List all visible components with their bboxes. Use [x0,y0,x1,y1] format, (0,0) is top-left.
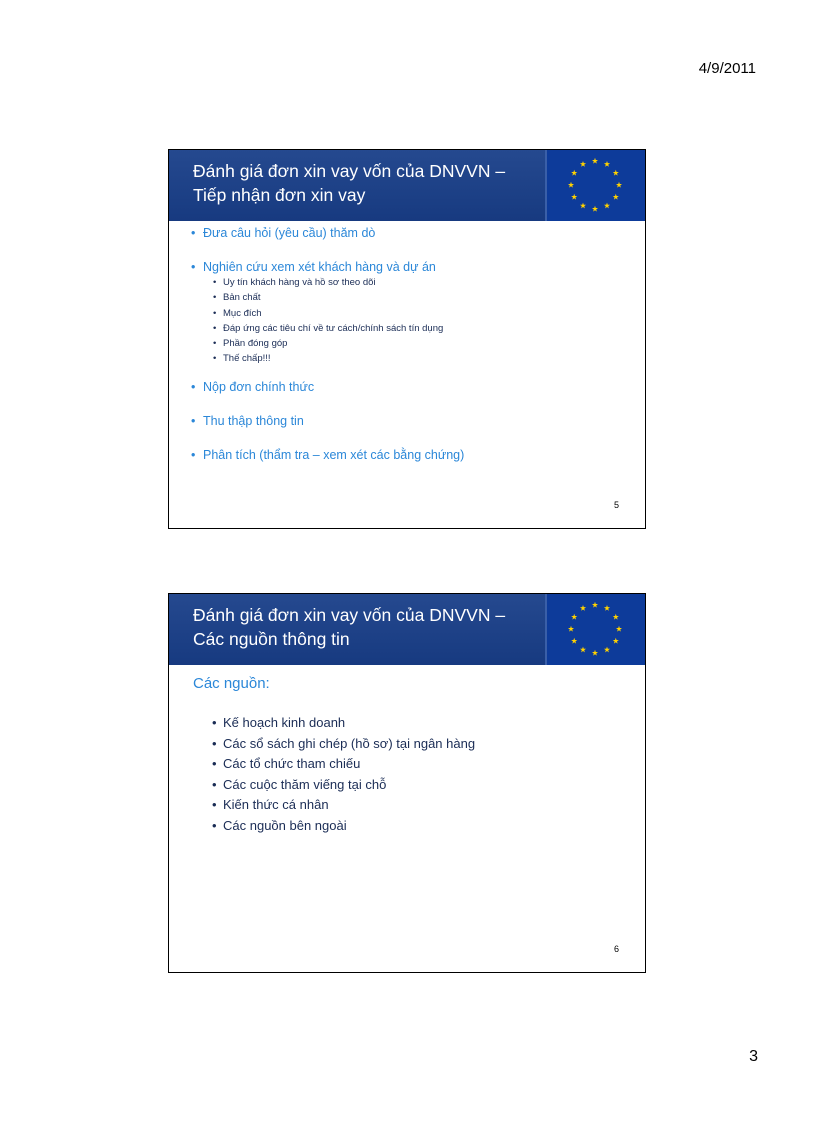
star-icon [613,170,619,176]
sub-list-item: • Thế chấp!!! [213,353,271,365]
star-icon [604,647,610,653]
slide-header [169,594,645,665]
slide-header [169,150,645,221]
star-icon [604,203,610,209]
list-item: • Đưa câu hỏi (yêu cầu) thăm dò [191,226,376,240]
star-icon [616,626,622,632]
sub-list-container [169,275,645,367]
list-item: • Phân tích (thẩm tra – xem xét các bằng chứng) [191,447,465,462]
eu-flag-icon [545,150,645,221]
star-icon [604,605,610,611]
eu-flag-icon [545,594,645,665]
sub-list-item: • Bản chất [213,292,261,304]
slide-title-line-2: Tiếp nhận đơn xin vay [193,185,366,205]
slide-title-line-1: Đánh giá đơn xin vay vốn của DNVVN – [193,605,506,625]
list-item: • Kế hoạch kinh doanh [212,715,346,730]
slide-title [193,603,553,651]
sources-list [169,713,475,837]
star-icon [580,647,586,653]
slide-6 [168,593,646,973]
star-icon [613,194,619,200]
star-icon [571,194,577,200]
slide-number: 6 [613,944,619,954]
bullet-list [169,221,645,463]
star-icon [571,170,577,176]
sources-heading: Các nguồn: [193,675,270,692]
star-icon [616,182,622,188]
page-date: 4/9/2011 [698,60,756,77]
sub-list-item: • Đáp ứng các tiêu chí về tư cách/chính sách tín dụng [213,322,444,334]
list-item: • Các tổ chức tham chiếu [212,756,361,772]
list-item: • Các cuộc thăm viếng tại chỗ [212,776,387,792]
slide-title-line-1: Đánh giá đơn xin vay vốn của DNVVN – [193,161,506,181]
star-icon [580,161,586,167]
slide-5 [168,149,646,529]
star-icon [580,605,586,611]
star-icon [568,626,574,632]
star-icon [580,203,586,209]
list-item: • Các sổ sách ghi chép (hồ sơ) tại ngân hàng [212,735,476,751]
slide-title-line-2: Các nguồn thông tin [193,629,350,649]
slide-number: 5 [613,500,619,510]
star-icon [592,602,598,608]
star-icon [592,158,598,164]
sub-list-item: • Uy tín khách hàng và hồ sơ theo dõi [213,277,376,288]
star-icon [592,650,598,656]
list-item: • Nộp đơn chính thức [191,379,315,394]
list-item: • Thu thập thông tin [191,413,304,428]
star-icon [613,638,619,644]
star-icon [592,206,598,212]
list-item: • Kiến thức cá nhân [212,797,329,813]
page-number: 3 [749,1048,758,1065]
sub-list [169,275,645,367]
slide-title [193,159,553,207]
star-icon [604,161,610,167]
slide-body [169,665,645,972]
list-item: • Các nguồn bên ngoài [212,817,347,833]
list-item: • Nghiên cứu xem xét khách hàng và dự án [191,260,436,274]
sub-list-item: • Mục đích [213,307,262,319]
star-icon [613,614,619,620]
star-icon [571,614,577,620]
star-icon [571,638,577,644]
star-icon [568,182,574,188]
sub-list-item: • Phần đóng góp [213,338,288,350]
slide-body [169,221,645,528]
